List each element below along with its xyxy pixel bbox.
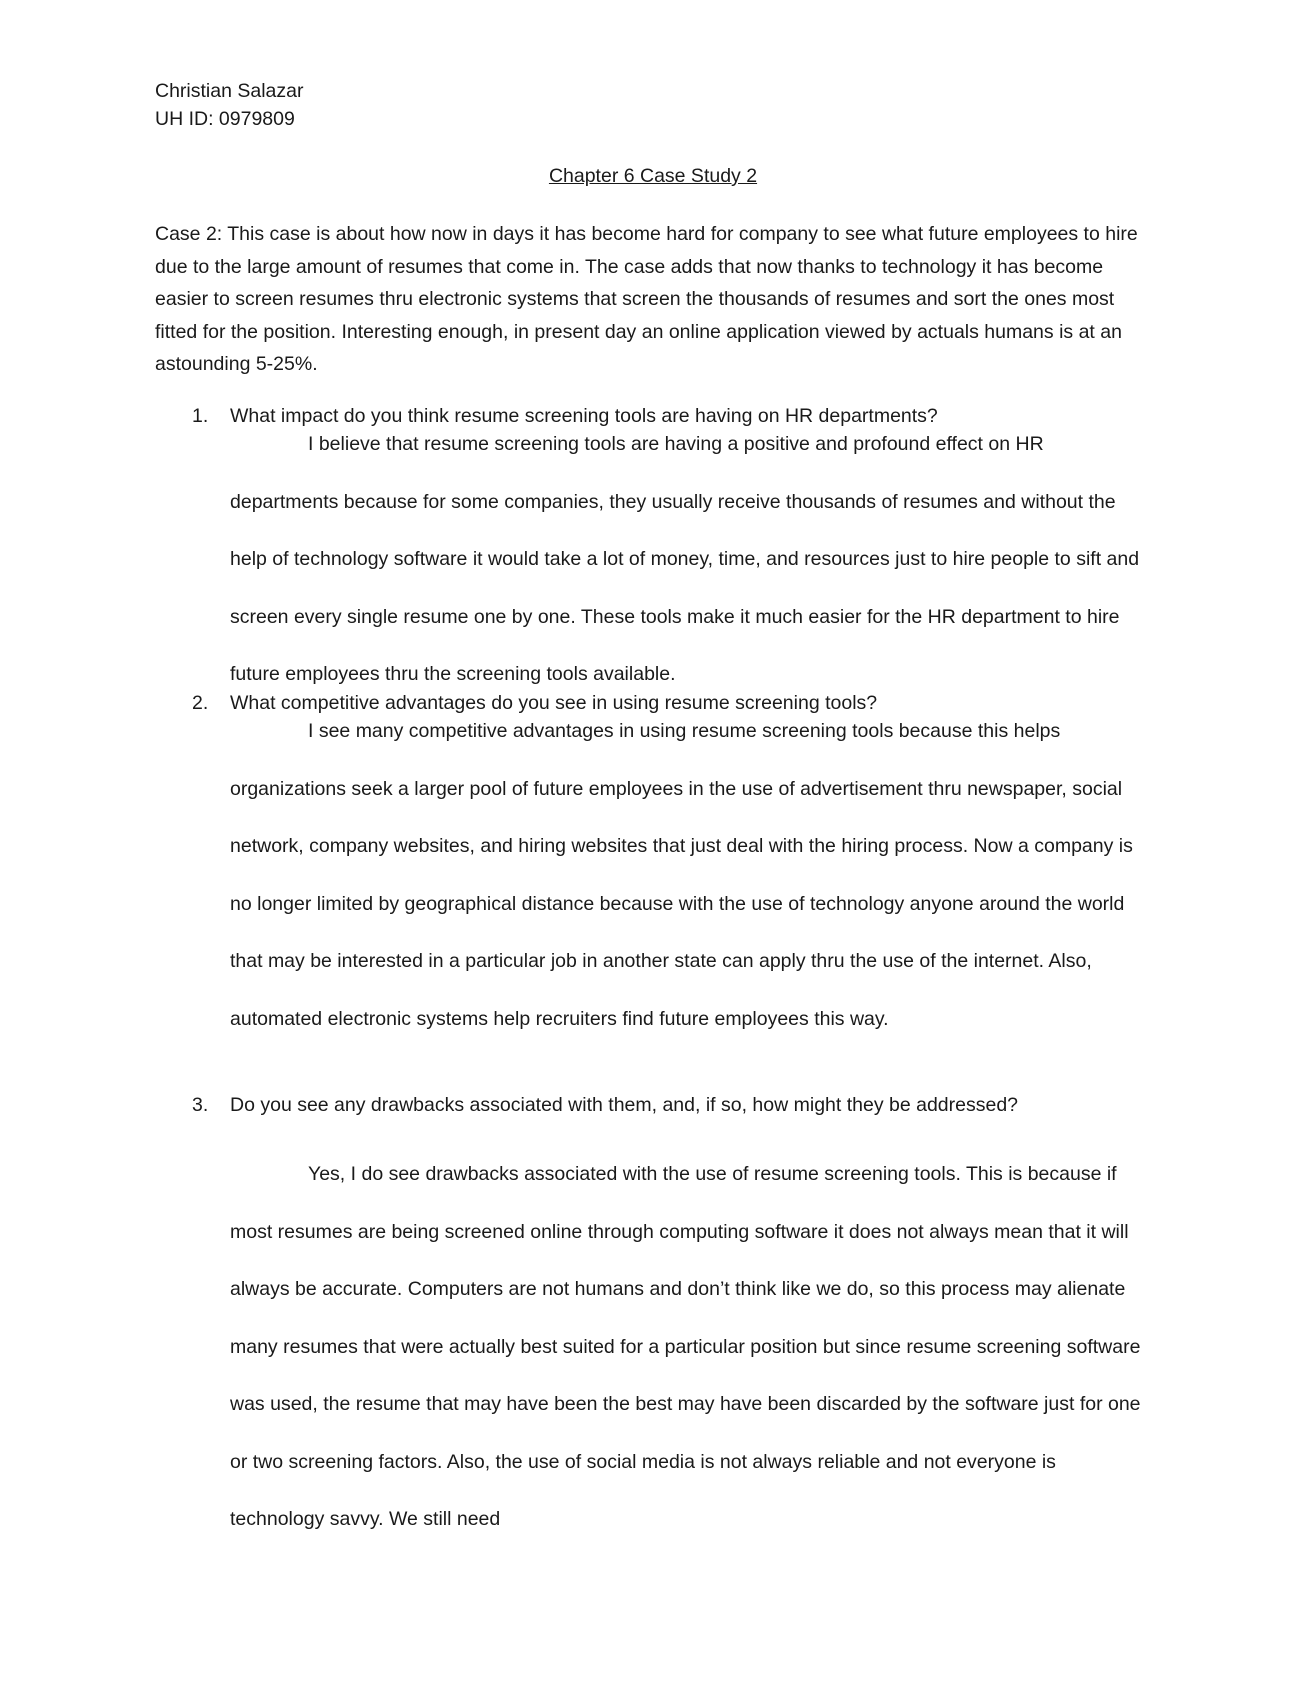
question-3-text: Do you see any drawbacks associated with them, and, if so, how might they be addressed? <box>230 1094 1019 1116</box>
question-1-text: What impact do you think resume screening tools are having on HR departments? <box>230 405 938 427</box>
question-2-answer: I see many competitive advantages in using resume screening tools because this helps organizations seek a larger pool of future employees in the use of advertisement thru newspaper, social network, company websites, and hiring websites that just deal with the hiring process. Now a company is no longer limited by geographical distance because with the use of technology anyone around the world that may be interested in a particular job in another state can apply thru the use of the internet. Also, automated electronic systems help recruiters find future employees this way. <box>230 720 1133 1030</box>
intro-paragraph: Case 2: This case is about how now in days it has become hard for company to see what future employees to hire due to the large amount of resumes that come in. The case adds that now thanks to technology it has become easier to screen resumes thru electronic systems that screen the thousands of resumes and sort the ones most fitted for the position. Interesting enough, in present day an online application viewed by actuals humans is at an astounding 5-25%. <box>155 223 1138 375</box>
question-3-number: 3. <box>192 1094 209 1116</box>
question-2-number: 2. <box>192 692 209 714</box>
document-title: Chapter 6 Case Study 2 <box>548 165 758 187</box>
student-id: UH ID: 0979809 <box>155 108 295 130</box>
question-1-answer: I believe that resume screening tools are having a positive and profound effect on HR departments because for some companies, they usually receive thousands of resumes and without the help of technology software it would take a lot of money, time, and resources just to hire people to sift and screen every single resume one by one. These tools make it much easier for the HR department to hire future employees thru the screening tools available. <box>230 433 1140 686</box>
question-3-answer: Yes, I do see drawbacks associated with the use of resume screening tools. This is because if most resumes are being screened online through computing software it does not always mean that it will always be accurate. Computers are not humans and don’t think like we do, so this process may alienate many resumes that were actually best suited for a particular position but since resume screening software was used, the resume that may have been the best may have been discarded by the software just for one or two screening factors. Also, the use of social media is not always reliable and not everyone is technology savvy. We still need <box>230 1163 1141 1530</box>
question-2-text: What competitive advantages do you see in using resume screening tools? <box>230 692 878 714</box>
author-name: Christian Salazar <box>155 80 304 102</box>
question-1-number: 1. <box>192 405 209 427</box>
